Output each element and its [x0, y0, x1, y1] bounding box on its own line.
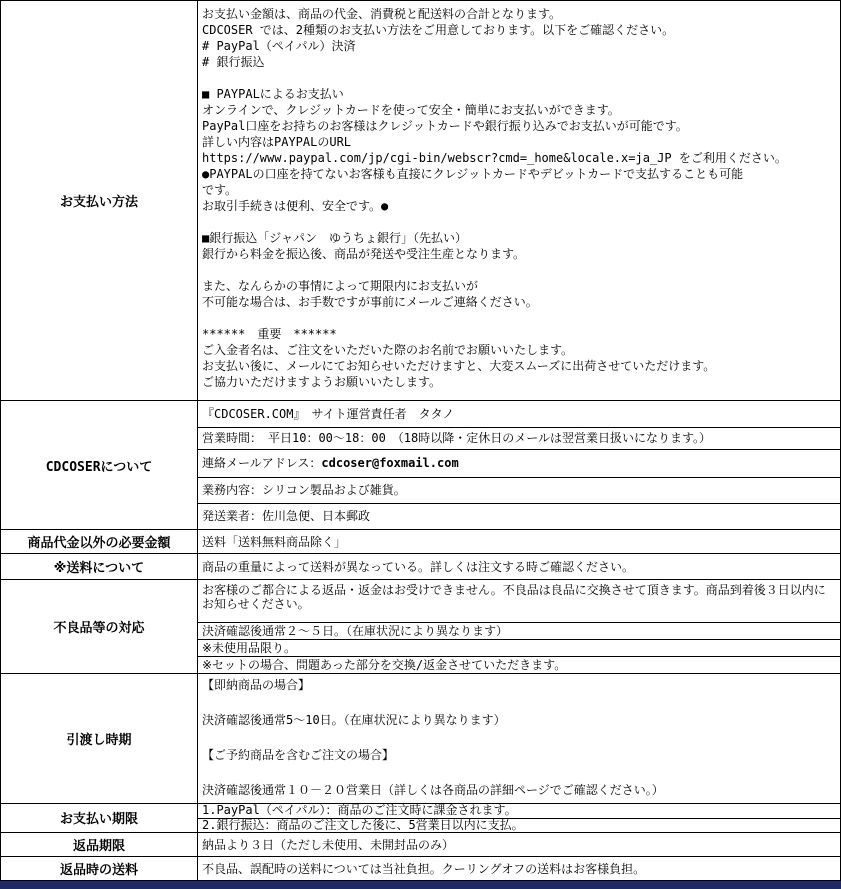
return-shipping-content: 不良品、誤配時の送料については当社負担。クーリングオフの送料はお客様負担。 [202, 861, 646, 876]
row-header-about: CDCOSERについて [1, 401, 198, 529]
row-header-return-shipping: 返品時の送料 [1, 857, 198, 880]
row-header-extra-fees: 商品代金以外の必要金額 [1, 530, 198, 553]
extra-fees-content: 送料「送料無料商品除く」 [202, 535, 347, 549]
text-line: ■銀行振込「ジャパン ゆうちょ銀行」（先払い） [202, 231, 467, 245]
text-line: また、なんらかの事情によって期限内にお支払いが [202, 279, 479, 293]
text-line: # PayPal（ペイパル）決済 [202, 39, 356, 53]
bottom-bar [0, 881, 841, 889]
text-line: お取引手続きは便利、安全です。● [202, 199, 389, 213]
defective-content [198, 580, 840, 673]
text-line [202, 695, 836, 713]
about-business-content: 業務内容：シリコン製品および雑貨。 [198, 477, 840, 503]
text-line: 銀行から料金を振込後、商品が発送や受注生産となります。 [202, 247, 526, 261]
text-line [202, 70, 836, 86]
row-header-defective: 不良品等の対応 [1, 580, 198, 673]
payment-deadline-content [198, 804, 840, 832]
row-about [1, 400, 840, 529]
text-line [202, 310, 836, 326]
text-line: ●PAYPALの口座を持てないお客様も直接にクレジットカードやデビットカードで支払することも可能 [202, 167, 744, 181]
text-line: # 銀行振込 [202, 55, 265, 69]
text-line: 決済確認後通常１０－２０営業日（詳しくは各商品の詳細ページでご確認ください。） [202, 783, 664, 797]
row-payment-deadline [1, 803, 840, 832]
text-line: ご入金者名は、ご注文をいただいた際のお名前でお願いいたします。 [202, 343, 574, 357]
about-content [198, 401, 840, 529]
about-business-hours: 営業時間： 平日10：00～18：00 （18時以降・定休日のメールは翌営業日扱いになります。） [198, 427, 840, 449]
text-line: 【ご予約商品を含むご注文の場合】 [202, 748, 395, 762]
delivery-content [198, 674, 840, 803]
defective-policy: お客様のご都合による返品・返金はお受けできません。不良品は良品に交換させて頂きます。商品到着後３日以内にお知らせください。 [202, 583, 826, 611]
text-line [202, 765, 836, 783]
about-site-owner: 『CDCOSER.COM』 サイト運営責任者 タタノ [202, 406, 455, 421]
row-header-payment-method: お支払い方法 [1, 1, 198, 400]
row-header-shipping: ※送料について [1, 554, 198, 579]
text-line [202, 262, 836, 278]
text-line: お支払い金額は、商品の代金、消費税と配送料の合計となります。 [202, 7, 562, 21]
row-shipping [1, 553, 840, 579]
payment-deadline-bank: 2.銀行振込：商品のご注文した後に、5営業日以内に支払。 [198, 818, 840, 832]
text-line: オンラインで、クレジットカードを使って安全・簡単にお支払いができます。 [202, 103, 620, 117]
text-line: 決済確認後通常5～10日。（在庫状況により異なります） [202, 713, 506, 727]
text-line: お支払い後に、メールにてお知らせいただけますと、大変スムーズに出荷させていただけます。 [202, 359, 716, 373]
text-line: ****** 重要 ****** [202, 327, 337, 341]
payment-deadline-paypal: 1.PayPal（ペイパル）：商品のご注文時に課金されます。 [202, 803, 517, 817]
text-line: 詳しい内容はPAYPALのURL [202, 135, 352, 149]
row-defective [1, 579, 840, 673]
text-line: 【即納商品の場合】 [202, 678, 311, 692]
row-header-delivery: 引渡し時期 [1, 674, 198, 803]
return-deadline-content: 納品より３日（ただし未使用、未開封品のみ） [202, 837, 455, 852]
row-return-deadline [1, 832, 840, 856]
text-line: https://www.paypal.com/jp/cgi-bin/webscr?cmd=_home&locale.x=ja_JP をご利用ください。 [202, 151, 787, 165]
text-line: CDCOSER では、2種類のお支払い方法をご用意しております。以下をご確認ください。 [202, 23, 675, 37]
text-line: ■ PAYPALによるお支払い [202, 87, 344, 101]
defective-set-policy: ※セットの場合、問題あった部分を交換/返金させていただきます。 [198, 656, 840, 673]
row-delivery [1, 673, 840, 803]
shipping-content: 商品の重量によって送料が異なっている。詳しくは注文する時ご確認ください。 [202, 560, 635, 574]
text-line [202, 730, 836, 748]
defective-processing-time: 決済確認後通常２～５日。（在庫状況により異なります） [198, 622, 840, 639]
text-line: PayPal口座をお持ちのお客様はクレジットカードや銀行振り込みでお支払いが可能です。 [202, 119, 688, 133]
contact-email-label: 連絡メールアドレス： [202, 456, 322, 470]
about-carriers: 発送業者：佐川急便、日本郵政 [198, 503, 840, 529]
defective-unused-only: ※未使用品限り。 [198, 639, 840, 656]
payment-method-content [198, 1, 840, 400]
contact-email-value: cdcoser@foxmail.com [321, 456, 459, 470]
text-line [202, 214, 836, 230]
text-line: ご協力いただけますようお願いいたします。 [202, 375, 442, 389]
about-contact-row [198, 449, 840, 477]
row-extra-fees [1, 529, 840, 553]
row-payment-method [1, 1, 840, 400]
row-header-payment-deadline: お支払い期限 [1, 804, 198, 832]
row-header-return-deadline: 返品期限 [1, 833, 198, 856]
text-line: 不可能な場合は、お手数ですが事前にメールご連絡ください。 [202, 295, 538, 309]
text-line: です。 [202, 183, 238, 197]
